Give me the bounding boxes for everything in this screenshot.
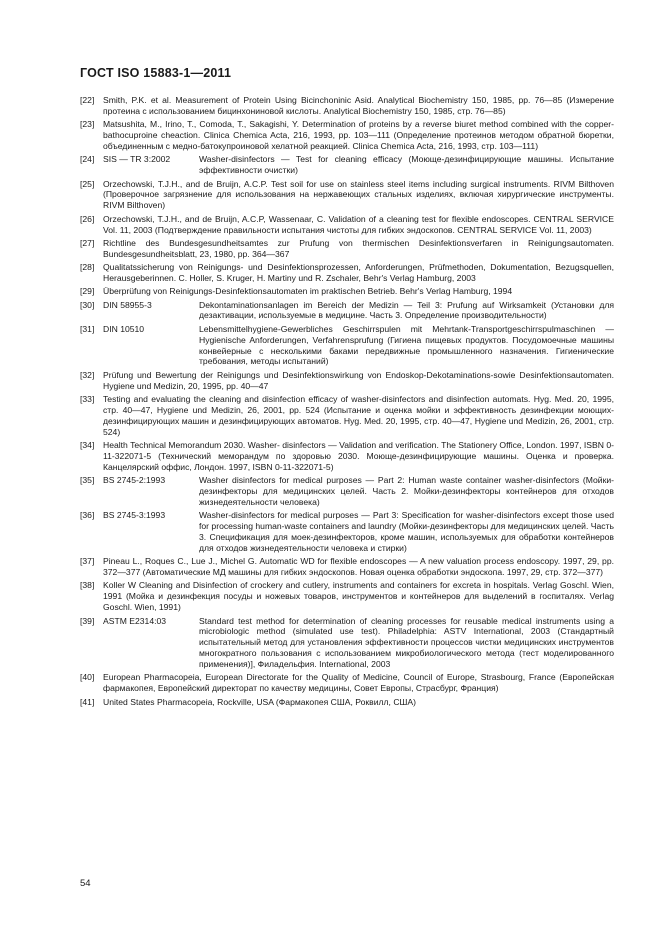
reference-text: Richtline des Bundesgesundheitsamtes zur Prufung von thermischen Desinfektionsverfaren in Reinigungsautomaten. Bundesgesundheitsblatt, 23, 1980, pp. 364—367 — [103, 237, 614, 259]
reference-item — [80, 672, 614, 694]
reference-text: Lebensmittelhygiene-Gewerbliches Geschirrspulen mit Mehrtank-Transportgeschirrspulmaschinen — Hygienische Anforderungen, Verfahrensprufung (Гигиена пищевых продуктов. Посудомоечные машины конвейерные с несколькими баками передвижные промышленного назначения. Гигиенические требования, методы испытаний) — [199, 323, 614, 367]
reference-item — [80, 95, 614, 117]
reference-number: [28] — [80, 262, 95, 273]
reference-text: Orzechowski, T.J.H., and de Bruijn, A.C.P, Wassenaar, C. Validation of a cleaning test for flexible endoscopes. CENTRAL SERVICE Vol. 11, 2003 (Подтверждение правильности испытания чистоты для гибких эндоскопов. CENTRAL SERVICE Vol. 11, 2003) — [103, 213, 614, 235]
reference-text: Washer-disinfectors for medical purposes — Part 3: Specification for washer-disinfectors except those used for processing human-waste containers and laundry (Мойки-дезинфекторы для медицинских целей. Часть 3. Спецификация для моек-дезинфекторов, кроме машин, используемых для обработки контейнеров для отходов жизнедеятельности человека и стирки) — [199, 510, 614, 553]
reference-item — [80, 179, 614, 212]
reference-code: DIN 10510 — [103, 323, 145, 334]
reference-number: [25] — [80, 178, 95, 189]
reference-text: European Pharmacopeia, European Directorate for the Quality of Medicine, Council of Europe, Strasbourg, France (Европейская фармакопея, Европейский директорат по качеству медицины, Совет Европы, Страсбург, Франция) — [103, 672, 614, 694]
reference-number: [30] — [80, 299, 95, 310]
reference-number: [35] — [80, 475, 95, 486]
reference-item — [80, 394, 614, 438]
reference-number: [36] — [80, 510, 95, 521]
reference-text: Dekontaminationsanlagen im Bereich der Medizin — Teil 3: Prufung auf Wirksamkeit (Установки для дезактивации, используемые в медицине. Часть 3. Определение производительности) — [199, 299, 614, 321]
reference-number: [24] — [80, 154, 95, 165]
reference-item — [80, 510, 614, 554]
reference-number: [38] — [80, 580, 95, 591]
reference-text: Qualitatssicherung von Reinigungs- und Desinfektionsprozessen, Anforderungen, Prüfmethoden, Dokumentation, Bezugsquellen, Herausgeberinnen. C. Holler, S. Kruger, H. Martiny und R. Zschaler, Behr's Verlag Hamburg, 2003 — [103, 262, 614, 283]
reference-text: Washer disinfectors for medical purposes — Part 2: Human waste container washer-disinfectors (Мойки-дезинфекторы для медицинских целей. Часть 2. Мойки-дезинфекторы контейнеров для отходов жизнедеятельности человека) — [199, 475, 614, 507]
reference-number: [37] — [80, 556, 95, 567]
reference-number: [32] — [80, 369, 95, 380]
reference-number: [41] — [80, 696, 95, 707]
reference-code: BS 2745-3:1993 — [103, 510, 166, 521]
reference-item — [80, 238, 614, 260]
reference-item — [80, 616, 614, 671]
reference-number: [33] — [80, 393, 95, 404]
reference-text: Koller W Cleaning and Disinfection of crockery and cutlery, instruments and containers for excreta in hospitals. Verlag Goschl. Wien, 1991 (Мойка и дезинфекция посуды и ножевых товаров, инструментов и контейнеров для выделений в госпиталях. Verlag Goschl. Wien, 1991) — [103, 580, 614, 613]
reference-text: Health Technical Memorandum 2030. Washer- disinfectors — Validation and verification. The Stationery Office, London. 1997, ISBN 0-11-322071-5 (Технический меморандум по здоровью 2030. Моюще-дезинфицирующие машины. Оценка и проверка. Канцелярский оффис, Лондон. 1997, ISBN 0-11-322071-5) — [103, 439, 614, 472]
reference-code: ASTM E2314:03 — [103, 615, 167, 626]
reference-code: SIS — TR 3:2002 — [103, 154, 171, 165]
reference-text: United States Pharmacopeia, Rockville, USA (Фармакопея США, Роквилл, США) — [103, 696, 416, 707]
reference-item — [80, 370, 614, 392]
reference-text: Überprüfung von Reinigungs-Desinfektionsautomaten im praktischen Betrieb. Behr's Verlag Hamburg, 1994 — [103, 286, 513, 297]
reference-text: Matsushita, M., Irino, T., Comoda, T., Sakagishi, Y. Determination of proteins by a reverse biuret method combined with the copper-bathocuproine cheaction. Clinica Chemica Acta, 216, 1993, pp. 103—111 (Определение протеинов методом обратной бюретки, объединенным с медно-батокупроиновой хелатной реакцией. Clinica Chemica Acta, 216, 1993, стр. 103—111) — [103, 119, 614, 152]
reference-text: Standard test method for determination of cleaning processes for reusable medical instruments using a microbiologic method (simulated use test). Philadelphia: ASTV International, 2003 (Стандартный испытательный метод для установления эффективности процессов чистки медицинских инструментов многократного пользования с использованием микробиологического метода (тест моделированного применения)], Филадельфия. International, 2003 — [199, 615, 614, 670]
reference-text: Orzechowski, T.J.H., and de Bruijn, A.C.P. Test soil for use on stainless steel items including surgical instruments. RIVM Bilthoven (Проверочное загрязнение для использования на нержавеющих стальных изделиях, включая хирургические инструменты. RIVM Bilthoven) — [103, 178, 614, 211]
reference-number: [39] — [80, 615, 95, 626]
reference-code: DIN 58955-3 — [103, 299, 152, 310]
reference-item — [80, 475, 614, 508]
reference-item — [80, 324, 614, 368]
page-number: 54 — [80, 878, 91, 889]
reference-number: [27] — [80, 237, 95, 248]
reference-list — [80, 95, 614, 710]
reference-number: [26] — [80, 213, 95, 224]
reference-text: Smith, P.K. et al. Measurement of Protein Using Bicinchoninic Asid. Analytical Biochemistry 150, 1985, pp. 76—85 (Измерение протеина с использованием бицинхониновой кислоты. Analytical Biochemistry 150, 1985, стр. 76—85) — [103, 95, 614, 116]
reference-number: [31] — [80, 323, 95, 334]
reference-item — [80, 119, 614, 152]
reference-item — [80, 300, 614, 322]
reference-code: BS 2745-2:1993 — [103, 475, 166, 486]
reference-text: Washer-disinfectors — Test for cleaning efficacy (Моюще-дезинфицирующие машины. Испытание эффективности очистки) — [199, 154, 614, 176]
document-header: ГОСТ ISO 15883-1—2011 — [80, 66, 232, 80]
reference-text: Prüfung und Bewertung der Reinigungs und Desinfektionswirkung von Endoskop-Dekotaminations-sowie Desinfektionsautomaten. Hygiene und Medizin, 20, 1995, pp. 40—47 — [103, 369, 614, 391]
reference-number: [34] — [80, 439, 95, 450]
reference-number: [23] — [80, 119, 95, 130]
reference-item — [80, 697, 614, 708]
reference-number: [22] — [80, 95, 95, 105]
reference-item — [80, 440, 614, 473]
reference-item — [80, 214, 614, 236]
reference-number: [40] — [80, 672, 95, 683]
reference-item — [80, 286, 614, 297]
reference-text: Pineau L., Roques C., Lue J., Michel G. Automatic WD for flexible endoscopes — A new valuation process endoscopy. 1997, 29, pp. 372—377 (Автоматические МД машины для гибких эндоскопов. Новая оценка обработки эндоскопа. 1997, 29, стр. 372—377) — [103, 556, 614, 578]
reference-item — [80, 154, 614, 176]
reference-number: [29] — [80, 286, 95, 297]
reference-item — [80, 556, 614, 578]
reference-text: Testing and evaluating the cleaning and disinfection efficacy of washer-disinfectors and disinfection automats. Hyg. Med. 20, 1995, стр. 40—47, Hygiene und Medizin, 26, 2001, pp. 524 (Испытание и оценка мойки и эффективность дезинфекции моющих-дезинфицирующих машин и дезинфицирующих автоматов. Hyg. Med. 20, 1995, стр. 40—47, Hygiene und Medizin, 26, 2001, стр. 524) — [103, 393, 614, 437]
reference-item — [80, 262, 614, 284]
reference-item — [80, 580, 614, 613]
